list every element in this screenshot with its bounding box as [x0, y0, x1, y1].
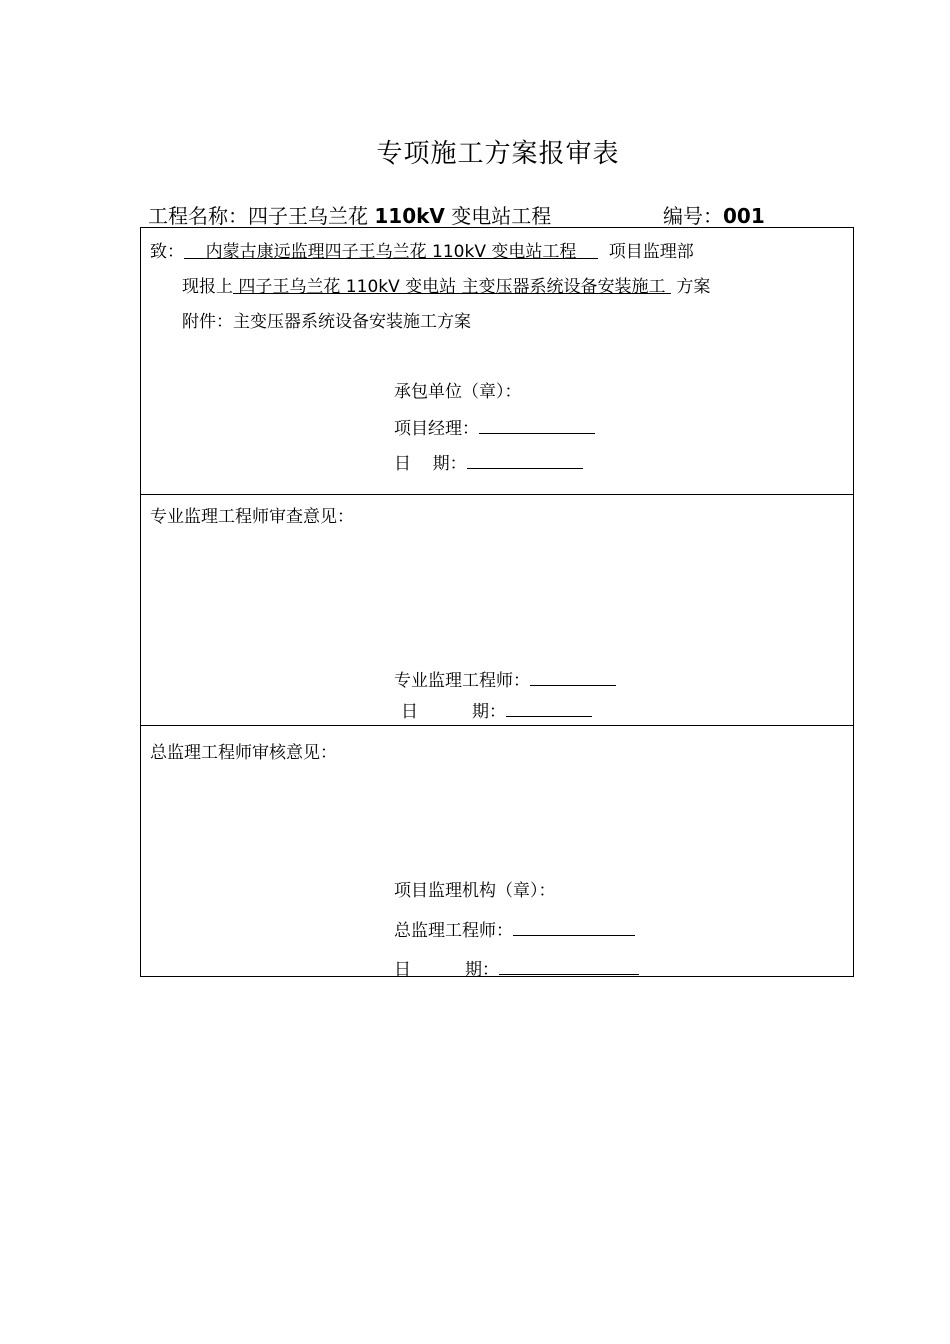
contractor-label: 承包单位（章）：	[394, 382, 522, 402]
page-title: 专项施工方案报审表	[376, 139, 620, 169]
manager-line	[394, 417, 595, 440]
chief-review-heading: 总监理工程师审核意见：	[150, 743, 337, 763]
specialist-review-heading: 专业监理工程师审查意见：	[150, 507, 354, 527]
date-line-3	[394, 958, 639, 981]
report-suffix: 方案	[676, 277, 711, 297]
project-name-prefix: 四子王乌兰花	[248, 204, 368, 228]
project-name-line	[148, 200, 551, 229]
project-name-voltage: 110kV	[374, 204, 445, 228]
section-divider-1	[141, 494, 853, 495]
addressee-line	[150, 241, 694, 263]
project-name-label: 工程名称：	[148, 204, 248, 228]
date-label-3: 日 期：	[394, 960, 500, 980]
form-number-label: 编号：	[663, 204, 723, 228]
date-label-1: 日 期：	[394, 454, 467, 474]
chief-engineer-label: 总监理工程师：	[394, 921, 513, 941]
addressee-label: 致：	[150, 242, 184, 262]
date-line-1	[394, 452, 583, 475]
specialist-engineer-line	[394, 669, 616, 692]
date-field-2[interactable]	[506, 700, 592, 717]
date-label-2: 日 期：	[401, 702, 507, 722]
form-number-value: 001	[723, 204, 765, 228]
chief-engineer-line	[394, 919, 635, 942]
report-prefix: 现报上	[182, 277, 233, 297]
section-divider-2	[141, 725, 853, 726]
review-form-table	[140, 227, 854, 980]
specialist-signature-field[interactable]	[530, 669, 616, 686]
addressee-suffix: 项目监理部	[608, 242, 694, 262]
project-name-suffix: 变电站工程	[451, 204, 552, 228]
attachment-line: 附件：主变压器系统设备安装施工方案	[182, 312, 471, 332]
date-line-2	[401, 700, 592, 723]
manager-label: 项目经理：	[394, 419, 479, 439]
form-number-line	[663, 200, 765, 229]
report-line	[182, 276, 710, 298]
supervision-org-label: 项目监理机构（章）：	[394, 881, 556, 901]
manager-signature-field[interactable]	[479, 417, 595, 434]
addressee-value: 内蒙古康远监理四子王乌兰花 110kV 变电站工程	[205, 242, 577, 262]
date-field-3[interactable]	[499, 958, 639, 975]
date-field-1[interactable]	[467, 452, 583, 469]
report-value: 四子王乌兰花 110kV 变电站 主变压器系统设备安装施工	[238, 277, 666, 297]
specialist-engineer-label: 专业监理工程师：	[394, 671, 530, 691]
chief-signature-field[interactable]	[513, 919, 635, 936]
